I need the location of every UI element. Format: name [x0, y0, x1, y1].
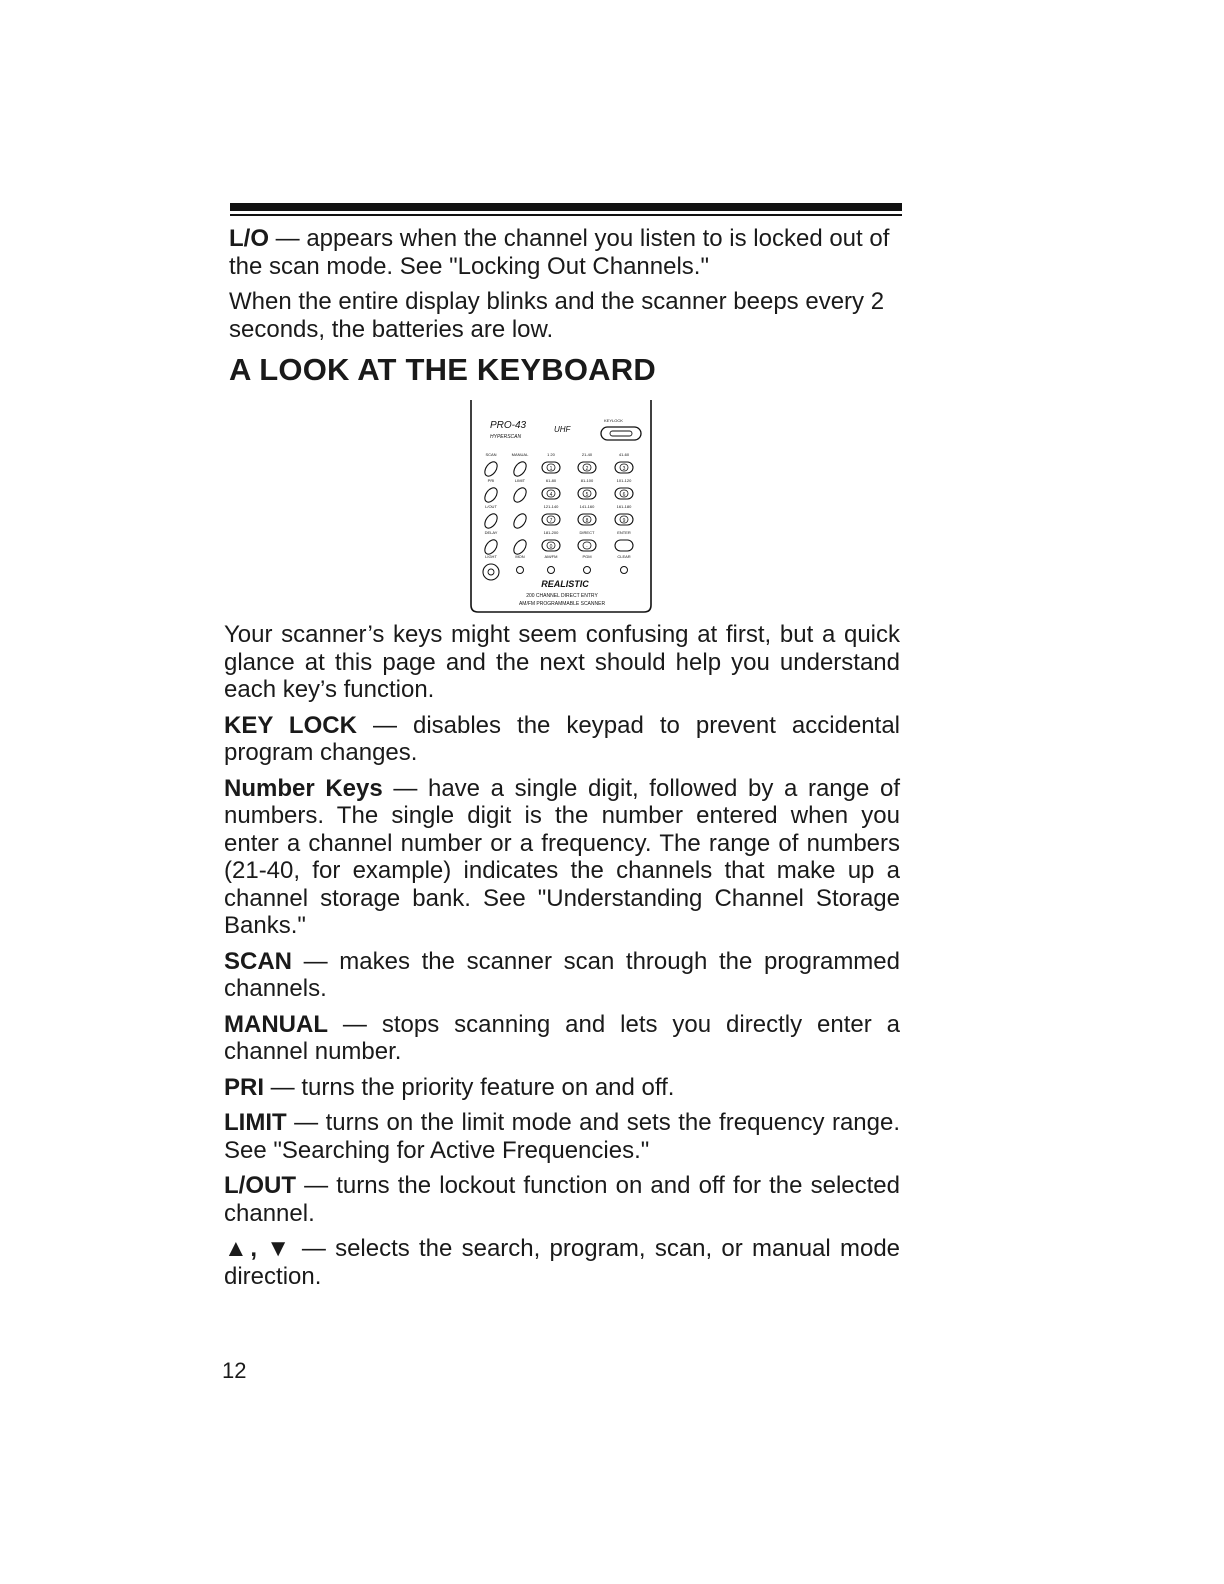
number-key — [615, 540, 633, 551]
term-label: LIMIT — [224, 1109, 287, 1136]
key-label: 121-140 — [543, 504, 559, 509]
round-key — [517, 567, 524, 574]
body-column — [224, 621, 900, 1298]
number-key-digit: 2 — [585, 466, 589, 472]
intro-column — [229, 225, 905, 351]
number-keys-paragraph — [224, 775, 900, 940]
lo-paragraph — [229, 225, 905, 280]
key-label: DELAY — [484, 530, 498, 535]
round-key — [584, 567, 591, 574]
term-label: Number Keys — [224, 774, 383, 802]
lout-paragraph — [224, 1172, 900, 1227]
key-label: 161-180 — [616, 504, 632, 509]
key-label: PRI — [487, 478, 495, 483]
term-label: SCAN — [224, 947, 293, 975]
term-label: L/O — [229, 225, 269, 252]
intro-keys-paragraph — [224, 621, 900, 704]
function-key — [482, 486, 499, 505]
header-rule-thick — [230, 203, 902, 211]
pri-paragraph — [224, 1074, 900, 1102]
number-key-digit: 7 — [549, 518, 553, 524]
key-label: LIGHT — [485, 554, 497, 559]
number-key-digit: · — [586, 544, 588, 550]
key-label: 181-200 — [543, 530, 559, 535]
key-label: MANUAL — [511, 452, 529, 457]
function-key — [511, 486, 528, 505]
key-label: 1 20 — [547, 452, 555, 457]
keylock-key — [601, 427, 641, 440]
term-label: PRI — [224, 1073, 265, 1101]
round-key — [621, 567, 628, 574]
key-label: AM/FM — [544, 554, 558, 559]
term-description: — turns the lockout function on and off for the selected channel. — [224, 1172, 900, 1227]
function-key — [482, 460, 499, 479]
number-key-digit: 5 — [585, 492, 589, 498]
function-key — [511, 460, 528, 479]
number-key-digit: 6 — [622, 492, 626, 498]
number-key-digit: 4 — [549, 492, 553, 498]
arrows-paragraph — [224, 1235, 900, 1290]
keypad-brand: REALISTIC — [541, 579, 589, 589]
header-rule-thin — [230, 214, 902, 216]
light-key-center — [488, 569, 494, 575]
round-key — [548, 567, 555, 574]
key-label: 101-120 — [616, 478, 632, 483]
keypad-caption-line2: AM/FM PROGRAMMABLE SCANNER — [518, 601, 606, 607]
section-title: A LOOK AT THE KEYBOARD — [229, 352, 656, 387]
scan-paragraph — [224, 948, 900, 1003]
term-description: — turns on the limit mode and sets the frequency range. See "Searching for Active Frequencies." — [224, 1109, 900, 1164]
key-label: L/OUT — [485, 504, 497, 509]
keypad-model: PRO-43 — [490, 420, 527, 431]
key-label: ENTER — [617, 530, 631, 535]
keypad-band-mark: UHF — [554, 425, 571, 434]
number-key-digit: 3 — [622, 466, 626, 472]
keypad-model-sub: HYPERSCAN — [490, 434, 522, 440]
battery-paragraph — [229, 288, 905, 343]
key-label: MON — [515, 554, 525, 559]
key-label: SCAN — [485, 452, 497, 457]
term-description: — turns the priority feature on and off. — [264, 1073, 675, 1101]
term-description: — have a single digit, followed by a range of numbers. The single digit is the number entered when you enter a channel number or a frequency. The range of numbers (21-40, for example) indicates the channels that make up a channel storage bank. See "Understanding Channel Storage Banks." — [224, 774, 900, 939]
key-label: 61-80 — [545, 478, 557, 483]
function-key — [482, 512, 499, 531]
paragraph-text: When the entire display blinks and the scanner beeps every 2 seconds, the batteries are low. — [229, 288, 885, 343]
keylock-label: KEYLOCK — [604, 418, 623, 423]
key-label: 21-40 — [581, 452, 593, 457]
key-label: DIRECT — [579, 530, 595, 535]
keypad-illustration — [470, 400, 652, 614]
number-key-digit: 9 — [622, 518, 626, 524]
light-key — [483, 564, 499, 580]
term-description: — selects the search, program, scan, or manual mode direction. — [224, 1235, 901, 1290]
manual-paragraph — [224, 1011, 900, 1066]
term-label: ▲, ▼ — [224, 1235, 293, 1262]
key-label: CLEAR — [617, 554, 631, 559]
term-label: L/OUT — [224, 1172, 296, 1199]
key-label: LIMIT — [514, 478, 526, 483]
term-label: MANUAL — [224, 1010, 328, 1038]
term-description: — disables the keypad to prevent accidental program changes. — [224, 711, 901, 766]
number-key-digit: 0 — [549, 544, 553, 550]
number-key-digit: 1 — [549, 466, 553, 472]
key-label: 81-100 — [580, 478, 594, 483]
function-key — [511, 512, 528, 531]
key-label: 41-60 — [618, 452, 630, 457]
term-label: KEY LOCK — [224, 711, 357, 739]
limit-paragraph — [224, 1109, 900, 1164]
term-description: — appears when the channel you listen to is locked out of the scan mode. See "Locking Out Channels." — [229, 225, 890, 280]
paragraph-text: Your scanner’s keys might seem confusing at first, but a quick glance at this page and the next should help you understand each key’s function. — [224, 621, 900, 703]
number-key-digit: 8 — [585, 518, 589, 524]
term-description: — stops scanning and lets you directly enter a channel number. — [224, 1010, 900, 1065]
key-lock-paragraph — [224, 712, 900, 767]
keypad-caption-line1: 200 CHANNEL DIRECT ENTRY — [526, 593, 598, 599]
page-number: 12 — [222, 1358, 247, 1383]
keypad-rows — [482, 452, 633, 580]
key-label: 141-160 — [579, 504, 595, 509]
term-description: — makes the scanner scan through the programmed channels. — [224, 947, 900, 1002]
key-label: PGM — [582, 554, 592, 559]
